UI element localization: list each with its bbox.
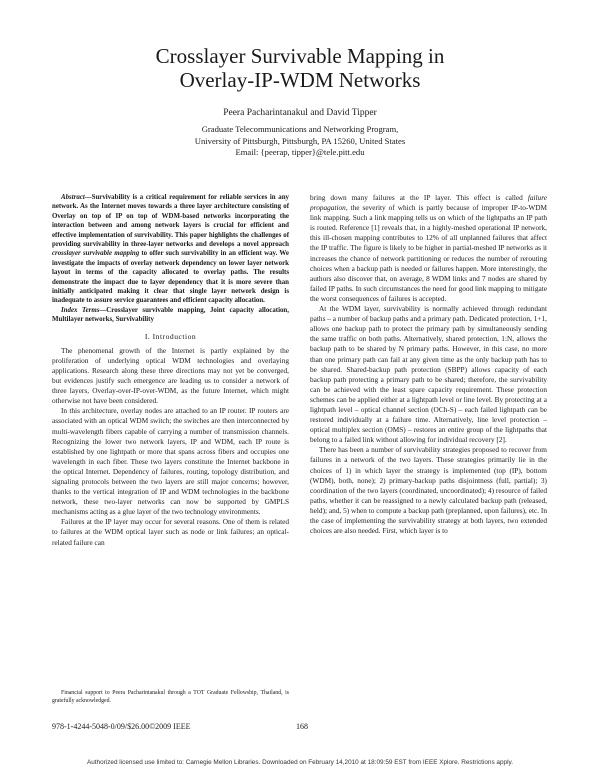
isbn-line: 978-1-4244-5048-0/09/$26.00©2009 IEEE [52, 722, 191, 731]
affiliation [0, 124, 600, 159]
abstract-label: Abstract [61, 194, 85, 201]
paper-title [0, 44, 600, 92]
authors: Peera Pacharintanakul and David Tipper [223, 108, 377, 118]
right-p1-text-2: , the severity of which is partly because of improper IP-to-WDM link mapping. Such a link mapping tells us on which of the lightpaths an IP path is routed. Reference [1] reveals that, in a highly-meshed operational IP network, this ill-chosen mapping contributes to 12% of all unplanned failures that affect the IP traffic. The figure is likely to be higher in partial-meshed IP networks as it increases the chance of network partitioning or reduces the number of rerouting choices when a backup path is needed or failures happen. More interestingly, the authors also discover that, on average, 8 WDM links and 7 nodes are shared by failed IP paths. In such circumstances the need for good link mapping to mitigate the worst consequences of failures is accepted. [310, 203, 547, 303]
index-terms-text: —Crosslayer survivable mapping, Joint capacity allocation, Multilayer networks, Survivability [52, 306, 289, 324]
right-paragraph-2: At the WDM layer, survivability is normally achieved through redundant paths – a number of backup paths and a primary path. Dedicated protection, 1+1, allows one backup path to protect the primary path by simultaneously sending the same traffic on both paths. Alternatively, shared protection, 1:N, allows the backup path to be shared by N primary paths. However, in this case, no more than one primary path can fail at any given time as the only backup path has to be shared. Shared-backup path protection (SBPP) allows capacity of each backup path protecting a primary path to be shared; therefore, the survivability can be achieved with the least spare capacity requirement. These protection schemes can be applied either at a lightpath level or line level. By protecting at a lightpath level – optical channel section (OCh-S) – each failed lightpath can be restored individually at a failure time. Alternatively, line level protection – optical multiplex section (OMS) – restores an entire group of the lightpaths that belong to a failed link without allowing for individual recovery [2]. [310, 304, 547, 445]
intro-paragraph-3: Failures at the IP layer may occur for several reasons. One of them is related to failures at the WDM optical layer such as node or link failures; an optical-related failure can [52, 517, 289, 547]
intro-paragraph-1: The phenomenal growth of the Internet is partly explained by the proliferation of underlying optical WDM technologies and overlaying applications. Research along these three directions may not yet be converged, but evidences justify such emergence are leading us to consider a network of three layers, Overlay-over-IP-over-WDM, as the future Internet, which might otherwise not have been considered. [52, 345, 289, 406]
abstract [52, 193, 289, 306]
abstract-text-1: —Survivability is a critical requirement for reliable services in any network. As the Internet moves towards a three layer architecture consisting of Overlay on top of IP on top of WDM-based networks incorporating the interaction between and among network layers is crucial for efficient and effective implementation of survivability. This paper highlights the challenges of providing survivability in three-layer networks and develops a novel approach [52, 194, 289, 249]
right-paragraph-1 [310, 193, 547, 304]
email-line: Email: {peerap, tipper}@tele.pitt.edu [235, 147, 365, 157]
index-terms-label: Index Terms [61, 306, 100, 314]
title-line-1: Crosslayer Survivable Mapping in [155, 44, 445, 68]
abstract-emphasis: crosslayer survivable mapping [52, 250, 140, 258]
right-paragraph-3: There has been a number of survivability strategies proposed to recover from failures in a network of the two layers. These strategies primarily lie in the choices of 1) in which layer the strategy is implemented (top (IP), bottom (WDM), both, none); 2) primary-backup paths disjointness (full, partial); 3) coordination of the two layers (coordinated, uncoordinated); 4) resource of failed paths, whether it can be reassigned to a newly calculated backup path (released, held); and, 5) when to compute a backup path (preplanned, upon failures), etc. In the case of implementing the survivability strategy at both layers, two extended choices are also needed. First, which layer is to [310, 445, 547, 536]
abstract-text-2: to offer such survivability in an efficient way. We investigate the impacts of overlay network dependency on lower layer network layout in terms of the capacity allocated to overlay paths. The results demonstrate the impact due to layer dependency that it is more severe than initially anticipated making it clear that single layer network design is inadequate to assure service guarantees and efficient capacity allocation. [52, 250, 289, 305]
title-line-2: Overlay-IP-WDM Networks [179, 68, 421, 92]
affiliation-line-1: Graduate Telecommunications and Networking Program, [201, 124, 399, 134]
intro-paragraph-2: In this architecture, overlay nodes are attached to an IP router. IP routers are associated with an optical WDM switch; the switches are then interconnected by multi-wavelength fibers capable of carrying a number of transmission channels. Recognizing the lower two network layers, IP and WDM, each IP route is established by one lightpath or more that spans across fibers and occupies one wavelength in each fiber. These two layers constitute the Internet backbone in the optical Internet. Dependency of failures, routing, topology distribution, and signaling protocols between the two layers are still major concerns; however, thanks to the vertical integration of IP and WDM technologies in the backbone network, these two-layer networks can now be supported by GMPLS mechanisms acting as a glue layer of the two technology environments. [52, 406, 289, 517]
affiliation-line-2: University of Pittsburgh, Pittsburgh, PA 15260, United States [194, 135, 406, 146]
failure-propagation-term: failure propagation [310, 193, 547, 213]
index-terms [52, 306, 289, 325]
page-number: 168 [296, 722, 308, 731]
right-p1-text-1: bring down many failures at the IP layer. This effect is called [310, 193, 528, 202]
section-heading-introduction: I. Introduction [144, 331, 197, 341]
footnote: Financial support to Peera Pacharintanakul through a TOT Graduate Fellowship, Thailand, is gratefully acknowledged. [52, 690, 289, 704]
right-column [310, 193, 547, 536]
left-column [52, 193, 289, 548]
authorized-use-notice: Authorized licensed use limited to: Carnegie Mellon Libraries. Downloaded on February 14,2010 at 18:09:59 EST from IEEE Xplore. Restrictions apply. [86, 759, 514, 766]
